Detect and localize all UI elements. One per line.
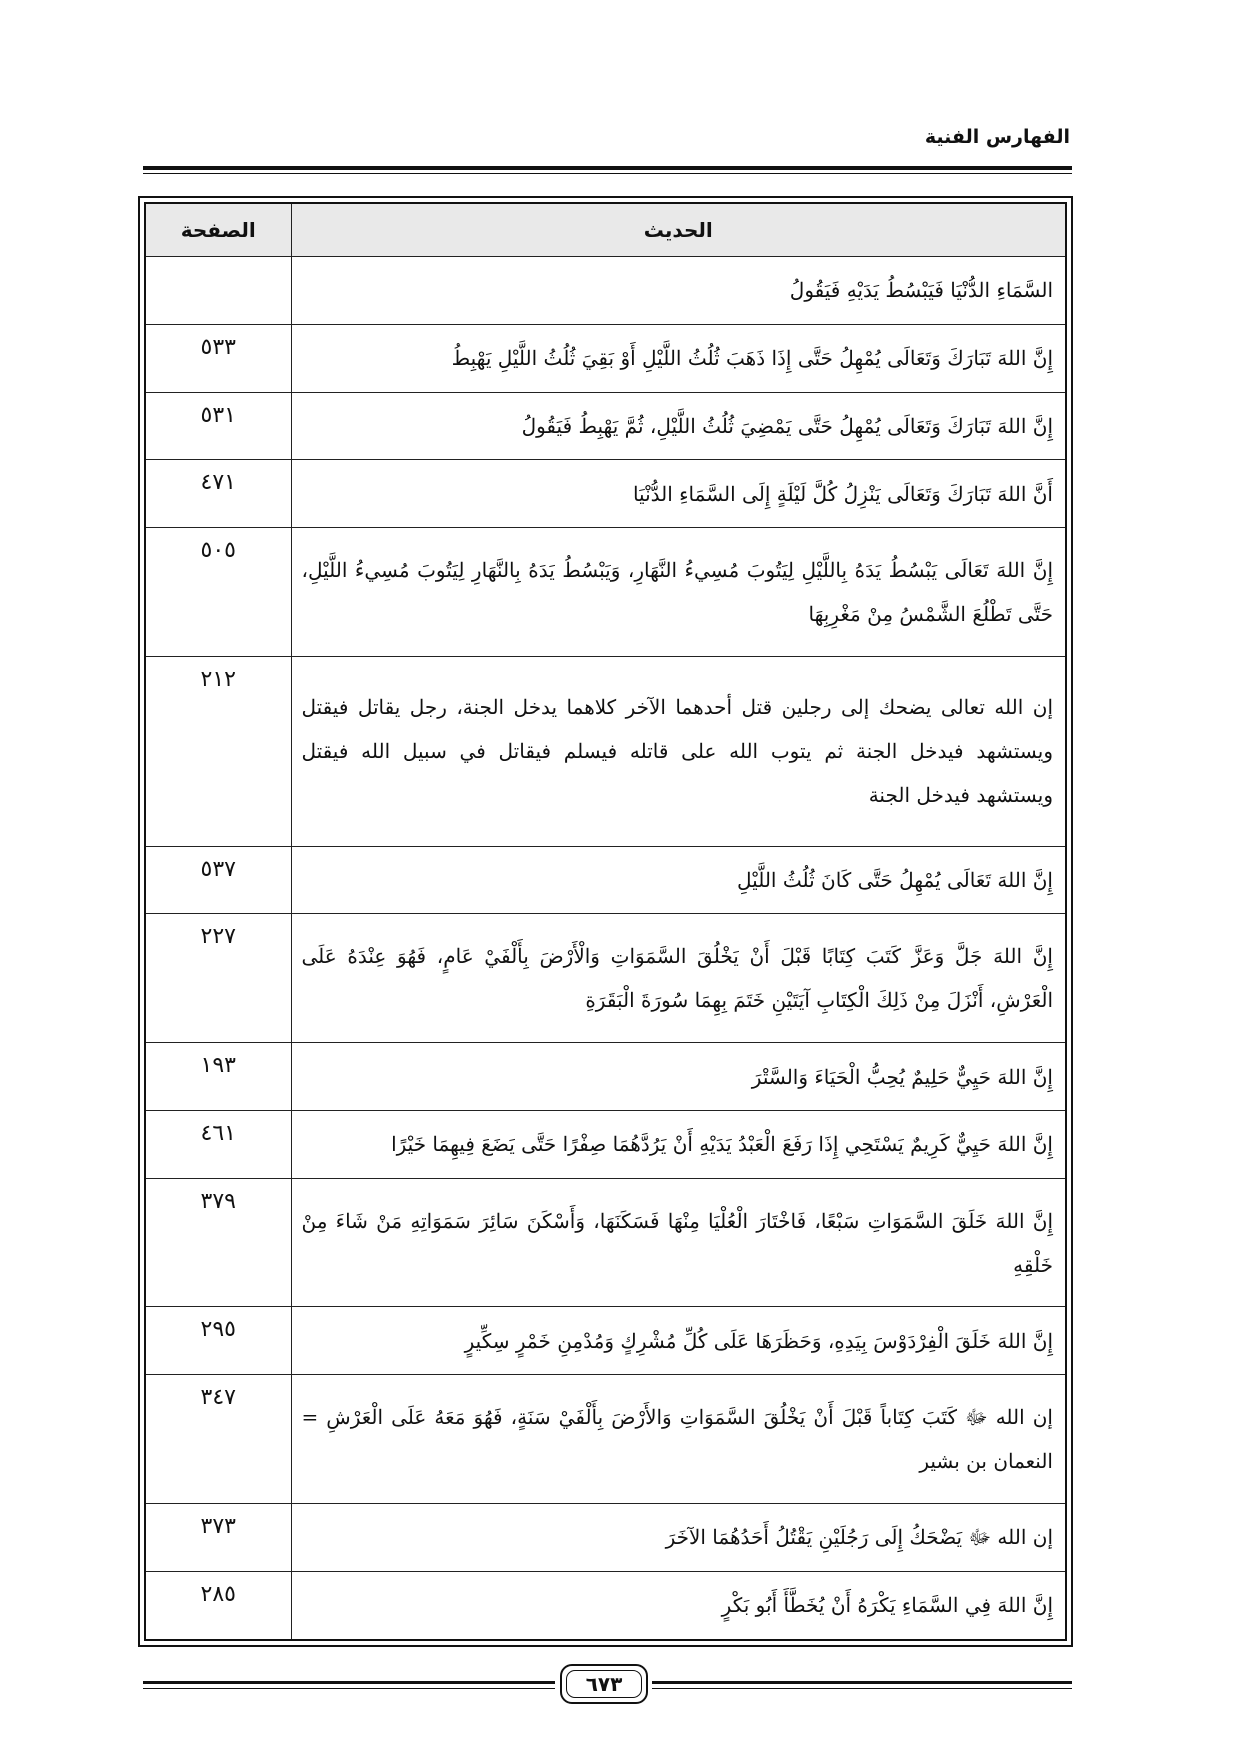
page-ref [145, 257, 291, 325]
page-ref: ١٩٣ [145, 1043, 291, 1111]
page-ref: ٣٧٣ [145, 1504, 291, 1572]
table-row [145, 392, 1066, 460]
hadith-text: إِنَّ اللهَ تَعَالَى يَبْسُطُ يَدَهُ بِاللَّيْلِ لِيَتُوبَ مُسِيءُ النَّهَارِ، وَيَبْسُطُ يَدَهُ بِالنَّهَارِ لِيَتُوبَ مُسِيءُ اللَّيْلِ، حَتَّى تَطْلُعَ الشَّمْسُ مِنْ مَغْرِبِهَا [291, 528, 1066, 657]
page-number: ٦٧٣ [560, 1664, 648, 1704]
page-ref: ٤٦١ [145, 1110, 291, 1178]
hadith-text: إِنَّ اللهَ جَلَّ وَعَزَّ كَتَبَ كِتَابًا قَبْلَ أَنْ يَخْلُقَ السَّمَوَاتِ وَالْأَرْضَ بِأَلْفَيْ عَامٍ، فَهُوَ عِنْدَهُ عَلَى الْعَرْشِ، أَنْزَلَ مِنْ ذَلِكَ الْكِتَابِ آيَتَيْنِ خَتَمَ بِهِمَا سُورَةَ الْبَقَرَةِ [291, 914, 1066, 1043]
hadith-text: إِنَّ اللهَ حَيِيٌّ حَلِيمٌ يُحِبُّ الْحَيَاءَ وَالسَّتْرَ [291, 1043, 1066, 1111]
page-ref: ٢٨٥ [145, 1571, 291, 1640]
table-row [145, 460, 1066, 528]
page-ref: ٢٩٥ [145, 1307, 291, 1375]
footer-rule-right [652, 1681, 1072, 1689]
page-ref: ٣٤٧ [145, 1375, 291, 1504]
hadith-text: أَنَّ اللهَ تَبَارَكَ وَتَعَالَى يَنْزِلُ كُلَّ لَيْلَةٍ إِلَى السَّمَاءِ الدُّنْيَا [291, 460, 1066, 528]
header-rule-thin [143, 173, 1072, 174]
hadith-text: إِنَّ اللهَ تَبَارَكَ وَتَعَالَى يُمْهِلُ حَتَّى يَمْضِيَ ثُلُثُ اللَّيْلِ، ثُمَّ يَهْبِطُ فَيَقُولُ [291, 392, 1066, 460]
table-row [145, 1178, 1066, 1307]
table-row [145, 1307, 1066, 1375]
table-row [145, 656, 1066, 846]
table-row [145, 914, 1066, 1043]
hadith-text: إِنَّ اللهَ حَيِيٌّ كَرِيمٌ يَسْتَحِي إِذَا رَفَعَ الْعَبْدُ يَدَيْهِ أَنْ يَرُدَّهُمَا صِفْرًا حَتَّى يَضَعَ فِيهِمَا خَيْرًا [291, 1110, 1066, 1178]
page-ref: ٢٢٧ [145, 914, 291, 1043]
table-header-row [145, 203, 1066, 257]
running-head: الفهارس الفنية [924, 126, 1070, 148]
table-row [145, 1504, 1066, 1572]
table-body [145, 257, 1066, 1641]
table-row [145, 1571, 1066, 1640]
hadith-index-table [144, 202, 1067, 1641]
column-header-page: الصفحة [145, 203, 291, 257]
column-header-hadith: الحديث [291, 203, 1066, 257]
hadith-text: إِنَّ اللهَ خَلَقَ الْفِرْدَوْسَ بِيَدِهِ، وَحَظَرَهَا عَلَى كُلِّ مُشْرِكٍ وَمُدْمِنِ خَمْرٍ سِكِّيرٍ [291, 1307, 1066, 1375]
page-ref: ٥٣٣ [145, 324, 291, 392]
hadith-text: إِنَّ اللهَ خَلَقَ السَّمَوَاتِ سَبْعًا، فَاخْتَارَ الْعُلْيَا مِنْهَا فَسَكَنَهَا، وَأَسْكَنَ سَائِرَ سَمَوَاتِهِ مَنْ شَاءَ مِنْ خَلْقِهِ [291, 1178, 1066, 1307]
page-ref: ٥٣١ [145, 392, 291, 460]
table-row [145, 1110, 1066, 1178]
hadith-text: إن الله ﷻ يَضْحَكُ إِلَى رَجُلَيْنِ يَقْتُلُ أَحَدُهُمَا الآخَرَ [291, 1504, 1066, 1572]
hadith-text: إِنَّ اللهَ تَبَارَكَ وَتَعَالَى يُمْهِلُ حَتَّى إِذَا ذَهَبَ ثُلُثُ اللَّيْلِ أَوْ بَقِيَ ثُلُثُ اللَّيْلِ يَهْبِطُ [291, 324, 1066, 392]
page-ref: ٥٣٧ [145, 846, 291, 914]
table-row [145, 846, 1066, 914]
table-row [145, 324, 1066, 392]
hadith-text: إِنَّ اللهَ تَعَالَى يُمْهِلُ حَتَّى كَانَ ثُلُثُ اللَّيْلِ [291, 846, 1066, 914]
footer-rule-left [143, 1681, 555, 1689]
hadith-text: السَّمَاءِ الدُّنْيَا فَيَبْسُطُ يَدَيْهِ فَيَقُولُ [291, 257, 1066, 325]
table-row [145, 1043, 1066, 1111]
page-ref: ٤٧١ [145, 460, 291, 528]
page-ref: ٢١٢ [145, 656, 291, 846]
table-row [145, 257, 1066, 325]
hadith-text: إن الله ﷻ كَتَبَ كِتَاباً قَبْلَ أَنْ يَخْلُقَ السَّمَوَاتِ وَالأَرْضَ بِأَلْفَيْ سَنَةٍ، فَهُوَ مَعَهُ عَلَى الْعَرْشِ = النعمان بن بشير [291, 1375, 1066, 1504]
hadith-text: إن الله تعالى يضحك إلى رجلين قتل أحدهما الآخر كلاهما يدخل الجنة، رجل يقاتل فيقتل ويستشهد فيدخل الجنة ثم يتوب الله على قاتله فيسلم فيقاتل في سبيل الله فيقتل ويستشهد فيدخل الجنة [291, 656, 1066, 846]
header-rule [143, 166, 1072, 170]
table-row [145, 528, 1066, 657]
page-ref: ٣٧٩ [145, 1178, 291, 1307]
page-ref: ٥٠٥ [145, 528, 291, 657]
hadith-text: إِنَّ اللهَ فِي السَّمَاءِ يَكْرَهُ أَنْ يُخَطَّأَ أَبُو بَكْرٍ [291, 1571, 1066, 1640]
table-row [145, 1375, 1066, 1504]
index-table-frame [138, 196, 1073, 1647]
